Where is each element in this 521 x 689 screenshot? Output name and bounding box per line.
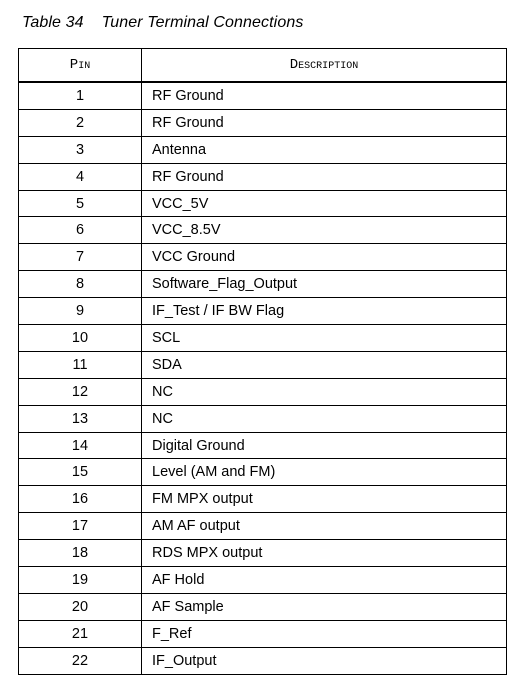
pin-number-cell: 9 xyxy=(19,298,142,325)
pin-description-cell: SDA xyxy=(142,351,507,378)
pin-number-cell: 13 xyxy=(19,405,142,432)
table-row xyxy=(19,405,507,432)
table-row xyxy=(19,190,507,217)
pin-number-cell: 2 xyxy=(19,109,142,136)
table-row xyxy=(19,540,507,567)
table-caption xyxy=(22,14,303,32)
pin-description-cell: Level (AM and FM) xyxy=(142,459,507,486)
table-row xyxy=(19,82,507,109)
pin-description-cell: NC xyxy=(142,378,507,405)
pin-description-cell: VCC_5V xyxy=(142,190,507,217)
table-row xyxy=(19,298,507,325)
pin-description-cell: SCL xyxy=(142,325,507,352)
pin-number-cell: 11 xyxy=(19,351,142,378)
pin-description-cell: Software_Flag_Output xyxy=(142,271,507,298)
pin-description-cell: F_Ref xyxy=(142,620,507,647)
pin-number-cell: 10 xyxy=(19,325,142,352)
pin-number-cell: 16 xyxy=(19,486,142,513)
pin-number-cell: 1 xyxy=(19,82,142,109)
pin-number-cell: 21 xyxy=(19,620,142,647)
pin-description-cell: Antenna xyxy=(142,136,507,163)
pin-table xyxy=(18,48,507,675)
pin-description-cell: VCC_8.5V xyxy=(142,217,507,244)
pin-number-cell: 8 xyxy=(19,271,142,298)
table-number: Table 34 xyxy=(22,14,84,31)
pin-column-header: Pin xyxy=(19,49,142,83)
pin-description-cell: IF_Test / IF BW Flag xyxy=(142,298,507,325)
pin-description-cell: RF Ground xyxy=(142,82,507,109)
pin-description-cell: VCC Ground xyxy=(142,244,507,271)
table-row xyxy=(19,109,507,136)
pin-description-cell: AM AF output xyxy=(142,513,507,540)
pin-number-cell: 19 xyxy=(19,567,142,594)
pin-number-cell: 4 xyxy=(19,163,142,190)
pin-number-cell: 5 xyxy=(19,190,142,217)
pin-number-cell: 18 xyxy=(19,540,142,567)
pin-description-cell: IF_Output xyxy=(142,647,507,674)
pin-number-cell: 6 xyxy=(19,217,142,244)
table-row xyxy=(19,271,507,298)
table-row xyxy=(19,486,507,513)
table-row xyxy=(19,513,507,540)
pin-description-cell: NC xyxy=(142,405,507,432)
table-row xyxy=(19,647,507,674)
table-row xyxy=(19,620,507,647)
pin-description-cell: RDS MPX output xyxy=(142,540,507,567)
pin-number-cell: 15 xyxy=(19,459,142,486)
table-row xyxy=(19,567,507,594)
pin-description-cell: RF Ground xyxy=(142,109,507,136)
table-title: Tuner Terminal Connections xyxy=(101,14,304,31)
pin-description-cell: AF Sample xyxy=(142,593,507,620)
pin-number-cell: 7 xyxy=(19,244,142,271)
pin-number-cell: 17 xyxy=(19,513,142,540)
pin-description-cell: Digital Ground xyxy=(142,432,507,459)
table-row xyxy=(19,593,507,620)
table-body xyxy=(19,82,507,674)
pin-description-cell: FM MPX output xyxy=(142,486,507,513)
table-row xyxy=(19,459,507,486)
table-row xyxy=(19,136,507,163)
table-row xyxy=(19,325,507,352)
header-row xyxy=(19,49,507,83)
pin-number-cell: 12 xyxy=(19,378,142,405)
pin-number-cell: 22 xyxy=(19,647,142,674)
table-row xyxy=(19,378,507,405)
table-row xyxy=(19,163,507,190)
pin-description-cell: AF Hold xyxy=(142,567,507,594)
table-row xyxy=(19,217,507,244)
pin-description-cell: RF Ground xyxy=(142,163,507,190)
pin-number-cell: 14 xyxy=(19,432,142,459)
table-row xyxy=(19,351,507,378)
table-header xyxy=(19,49,507,83)
pin-number-cell: 20 xyxy=(19,593,142,620)
pin-number-cell: 3 xyxy=(19,136,142,163)
table-row xyxy=(19,244,507,271)
table-row xyxy=(19,432,507,459)
description-column-header: Description xyxy=(142,49,507,83)
